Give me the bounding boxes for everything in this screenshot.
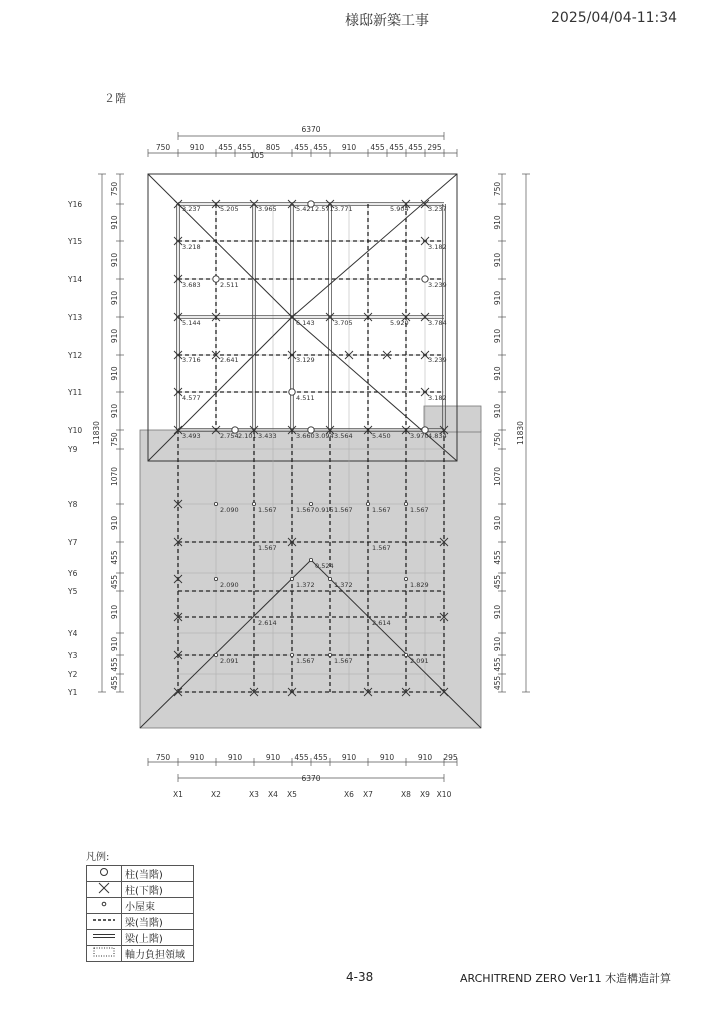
dimension-label: 455	[294, 143, 309, 152]
load-value: 3.182	[428, 394, 447, 402]
load-value: 1.372	[296, 581, 315, 589]
dimension-label: 295	[427, 143, 442, 152]
load-value: 2.614	[372, 619, 391, 627]
dimension-label: 750	[110, 181, 119, 197]
grid-label-x: X5	[287, 790, 297, 799]
total-dimension: 6370	[301, 774, 321, 783]
dimension-label: 910	[493, 252, 502, 268]
legend-row	[87, 946, 194, 962]
cross-icon	[94, 882, 114, 894]
dimension-label: 750	[110, 432, 119, 447]
legend-label: 柱(当階)	[122, 866, 194, 882]
load-value: 6.143	[296, 319, 315, 327]
dimension-label: 910	[265, 753, 281, 762]
dimension-label: 1070	[493, 466, 502, 487]
load-value: 3.237	[182, 205, 201, 213]
dimension-label: 805	[265, 143, 281, 152]
load-value: 3.965	[258, 205, 277, 213]
total-dimension: 6370	[301, 125, 321, 134]
strut-marker	[290, 577, 293, 580]
document-title: 様邸新築工事	[345, 13, 429, 29]
dimension-label: 910	[493, 604, 502, 620]
dimension-label: 910	[110, 290, 119, 306]
load-value: 2.614	[258, 619, 277, 627]
load-value: 0.524	[315, 562, 334, 570]
dimension-label: 910	[110, 328, 119, 344]
load-value: 2.101	[238, 432, 257, 440]
dimension-label: 910	[110, 366, 119, 381]
grid-label-y: Y2	[68, 670, 78, 679]
grid-label-x: X3	[249, 790, 259, 799]
grid-label-x: X10	[436, 790, 452, 799]
load-value: 3.237	[428, 205, 447, 213]
load-value: 1.567	[410, 506, 429, 514]
dimension-label: 910	[417, 753, 433, 762]
load-value: 2.571	[315, 205, 334, 213]
load-value: 4.834	[428, 432, 447, 440]
dimension-label: 295	[443, 753, 458, 762]
load-value: 2.090	[220, 506, 239, 514]
strut-marker	[404, 502, 407, 505]
load-value: 3.705	[334, 319, 353, 327]
dimension-label: 910	[110, 403, 119, 419]
dimension-label: 910	[493, 328, 502, 344]
load-value: 3.218	[182, 243, 201, 251]
grid-label-y: Y13	[68, 313, 83, 322]
column-current-marker	[213, 276, 219, 282]
grid-label-y: Y14	[68, 275, 83, 284]
grid-label-x: X9	[420, 790, 430, 799]
grid-label-y: Y5	[68, 587, 78, 596]
legend-label: 柱(下階)	[122, 882, 194, 898]
load-value: 3.239	[428, 281, 447, 289]
load-value: 1.829	[410, 581, 429, 589]
grid-label-y: Y6	[68, 569, 78, 578]
load-value: 3.564	[334, 432, 353, 440]
dimension-label: 455	[493, 550, 502, 565]
dotted-box-icon	[92, 946, 116, 958]
load-value: 5.920	[390, 319, 409, 327]
grid-label-y: Y7	[68, 538, 78, 547]
strut-marker	[366, 502, 369, 505]
load-value: 1.567	[296, 657, 315, 665]
load-value: 3.683	[182, 281, 201, 289]
grid-label-y: Y4	[68, 629, 78, 638]
load-value: 3.433	[258, 432, 277, 440]
grid-label-y: Y10	[68, 426, 83, 435]
load-value: 2.511	[220, 281, 239, 289]
dimension-label: 910	[493, 403, 502, 419]
strut-marker	[214, 577, 217, 580]
dimension-label: 455	[408, 143, 423, 152]
strut-marker	[214, 653, 217, 656]
load-value: 2.641	[220, 356, 239, 364]
grid-label-x: X1	[173, 790, 183, 799]
strut-marker	[309, 558, 312, 561]
load-value: 3.660	[296, 432, 315, 440]
total-dimension: 11830	[516, 421, 525, 445]
dimension-label: 910	[110, 252, 119, 268]
grid-label-y: Y3	[68, 651, 78, 660]
load-value: 0.915	[315, 506, 334, 514]
load-value: 1.567	[334, 657, 353, 665]
load-value: 3.716	[182, 356, 201, 364]
dimension-label: 910	[110, 215, 119, 230]
dimension-label: 105	[249, 151, 265, 160]
legend-row	[87, 882, 194, 898]
load-value: 5.904	[390, 205, 409, 213]
grid-label-y: Y1	[68, 688, 78, 697]
load-value: 1.567	[296, 506, 315, 514]
load-value: 2.090	[220, 581, 239, 589]
dimension-label: 455	[389, 143, 404, 152]
strut-marker	[252, 502, 255, 505]
grid-label-y: Y9	[68, 445, 78, 454]
strut-marker	[404, 577, 407, 580]
load-value: 1.567	[372, 506, 391, 514]
load-value: 1.372	[334, 581, 353, 589]
grid-label-x: X8	[401, 790, 411, 799]
software-name: ARCHITREND ZERO Ver11 木造構造計算	[460, 972, 672, 985]
lower-floor-area	[140, 430, 481, 728]
dimension-label: 455	[493, 675, 502, 691]
dimension-label: 910	[227, 753, 243, 762]
roof-line	[148, 174, 292, 317]
load-value: 1.567	[372, 544, 391, 552]
load-value: 1.567	[258, 506, 277, 514]
grid-label-y: Y12	[68, 351, 83, 360]
strut-marker	[404, 653, 407, 656]
dimension-label: 910	[379, 753, 395, 762]
dimension-label: 910	[493, 366, 502, 381]
strut-marker	[328, 577, 331, 580]
column-current-marker	[289, 389, 295, 395]
legend-label: 梁(上階)	[122, 930, 194, 946]
legend-label: 軸力負担領域	[122, 946, 194, 962]
legend-row	[87, 898, 194, 914]
load-value: 5.205	[220, 205, 239, 213]
dimension-label: 910	[493, 636, 502, 652]
grid-label-x: X4	[268, 790, 278, 799]
timestamp: 2025/04/04-11:34	[551, 10, 678, 26]
page-number: 4-38	[346, 970, 374, 984]
dimension-label: 455	[294, 753, 309, 762]
dimension-label: 910	[110, 515, 119, 531]
load-value: 3.182	[428, 243, 447, 251]
dimension-label: 455	[370, 143, 385, 152]
strut-marker	[290, 653, 293, 656]
load-value: 3.129	[296, 356, 315, 364]
load-value: 1.567	[258, 544, 277, 552]
load-value: 1.567	[334, 506, 353, 514]
dimension-label: 455	[110, 675, 119, 691]
strut-marker	[328, 653, 331, 656]
load-value: 4.577	[182, 394, 201, 402]
load-value: 3.493	[182, 432, 201, 440]
double-line-icon	[92, 930, 116, 942]
legend-table	[86, 865, 194, 962]
roof-outline	[148, 174, 457, 461]
load-value: 2.091	[220, 657, 239, 665]
dimension-label: 455	[313, 143, 328, 152]
dimension-label: 910	[110, 636, 119, 652]
legend-row	[87, 930, 194, 946]
dimension-label: 910	[189, 753, 205, 762]
load-value: 3.094	[315, 432, 334, 440]
load-value: 3.784	[428, 319, 447, 327]
load-value: 5.450	[372, 432, 391, 440]
dimension-label: 455	[110, 550, 119, 565]
dimension-label: 455	[493, 574, 502, 590]
load-value: 5.144	[182, 319, 201, 327]
legend-label: 小屋束	[122, 898, 194, 914]
load-value: 2.754	[220, 432, 239, 440]
load-value: 3.239	[428, 356, 447, 364]
dimension-label: 910	[493, 515, 502, 531]
dimension-label: 910	[189, 143, 205, 152]
grid-label-y: Y8	[68, 500, 78, 509]
legend-row	[87, 914, 194, 930]
dimension-label: 750	[493, 432, 502, 447]
dimension-label: 455	[313, 753, 328, 762]
dimension-label: 455	[493, 657, 502, 672]
legend-title: 凡例:	[86, 852, 110, 863]
small-circle-icon	[94, 898, 114, 910]
load-value: 2.091	[410, 657, 429, 665]
load-value: 5.421	[296, 205, 315, 213]
dimension-label: 455	[237, 143, 252, 152]
grid-label-y: Y16	[68, 200, 83, 209]
total-dimension: 11830	[92, 421, 101, 445]
grid-label-x: X6	[344, 790, 354, 799]
dimension-label: 910	[341, 753, 357, 762]
dimension-label: 455	[110, 657, 119, 672]
dimension-label: 455	[110, 574, 119, 590]
grid-label-x: X7	[363, 790, 373, 799]
dimension-label: 910	[341, 143, 357, 152]
load-value: 4.511	[296, 394, 315, 402]
strut-marker	[214, 502, 217, 505]
grid-label-y: Y11	[68, 388, 83, 397]
load-value: 3.771	[334, 205, 353, 213]
legend-row	[87, 866, 194, 882]
dimension-label: 750	[155, 143, 171, 152]
dimension-label: 910	[493, 290, 502, 306]
floor-label: ２階	[104, 92, 126, 105]
grid-label-x: X2	[211, 790, 221, 799]
dimension-label: 910	[493, 215, 502, 230]
circle-icon	[94, 866, 114, 878]
load-value: 3.970	[410, 432, 429, 440]
dimension-label: 750	[493, 181, 502, 197]
legend-label: 梁(当階)	[122, 914, 194, 930]
dimension-label: 750	[155, 753, 171, 762]
grid-label-y: Y15	[68, 237, 83, 246]
dimension-label: 455	[218, 143, 233, 152]
dimension-label: 910	[110, 604, 119, 620]
dashed-line-icon	[92, 914, 116, 926]
dimension-label: 1070	[110, 466, 119, 487]
